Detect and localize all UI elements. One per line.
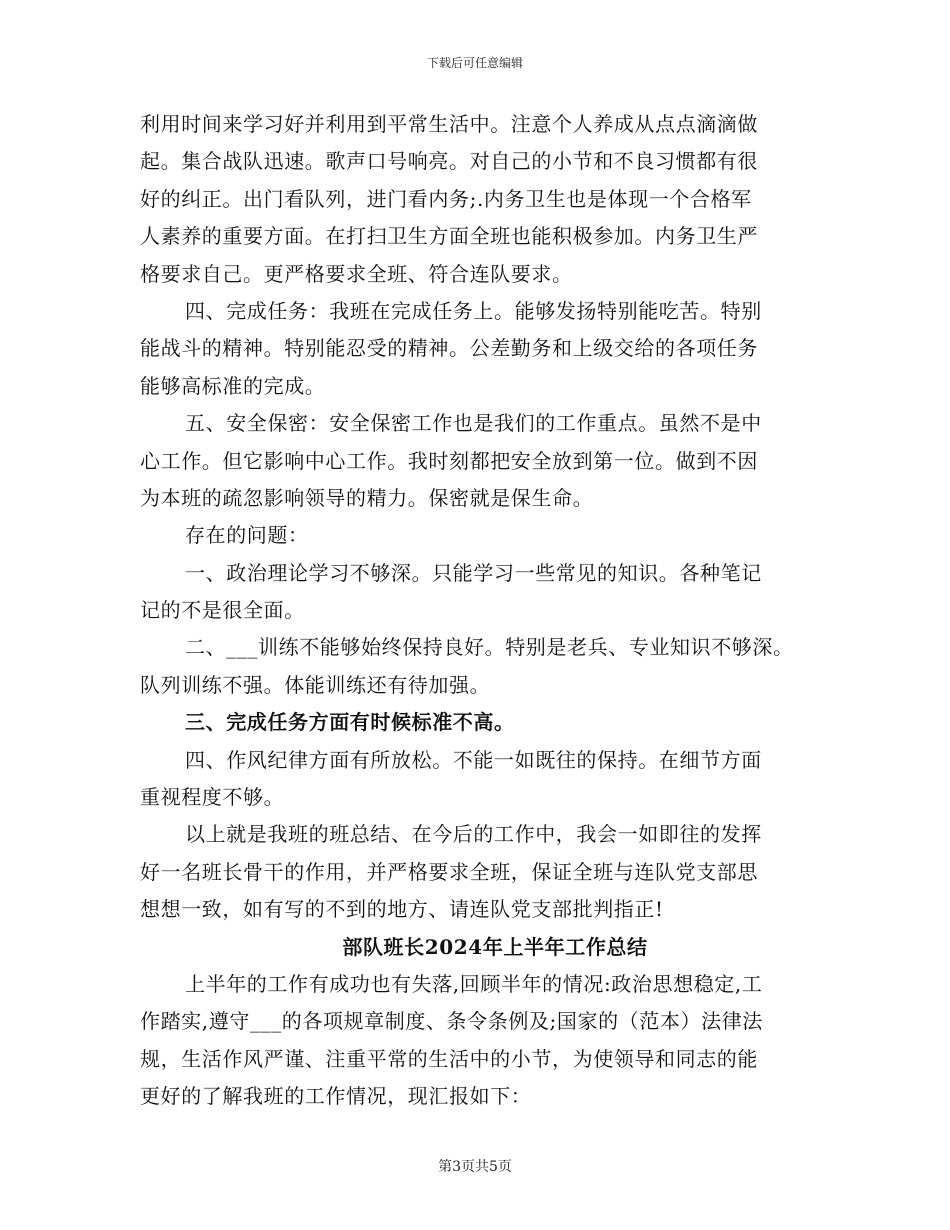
text-line: 格要求自己。更严格要求全班、符合连队要求。 [140,261,573,286]
section-heading: 存在的问题： [185,523,309,548]
text-line: 四、完成任务：我班在完成任务上。能够发扬特别能吃苦。特别 [185,298,762,323]
page-footer: 第3页共5页 [438,1159,512,1175]
text-line: 心工作。但它影响中心工作。我时刻都把安全放到第一位。做到不因 [140,448,758,473]
text-line: 作踏实,遵守___的各项规章制度、条令条例及;国家的（范本）法律法 [140,1009,763,1034]
text-line: 为本班的疏忽影响领导的精力。保密就是保生命。 [140,485,594,510]
text-line: 利用时间来学习好并利用到平常生活中。注意个人养成从点点滴滴做 [140,112,758,136]
text-line: 人素养的重要方面。在打扫卫生方面全班也能积极参加。内务卫生严 [140,224,758,249]
text-line: 想想一致，如有写的不到的地方、请连队党支部批判指正! [140,897,664,922]
text-line: 队列训练不强。体能训练还有待加强。 [140,672,491,697]
document-body [140,106,830,1116]
text-line: 记的不是很全面。 [140,598,305,623]
text-line: 五、安全保密：安全保密工作也是我们的工作重点。虽然不是中 [185,411,762,436]
text-line: 能够高标准的完成。 [140,373,326,398]
text-line: 以上就是我班的班总结、在今后的工作中，我会一如即往的发挥 [185,822,762,847]
text-line: 能战斗的精神。特别能忍受的精神。公差勤务和上级交给的各项任务 [140,336,758,361]
page-header: 下载后可任意编辑 [426,56,523,70]
text-line: 一、政治理论学习不够深。只能学习一些常见的知识。各种笔记 [185,560,762,585]
text-line: 好的纠正。出门看队列，进门看内务;.内务卫生也是体现一个合格军 [140,186,752,211]
text-line: 好一名班长骨干的作用，并严格要求全班，保证全班与连队党支部思 [140,859,758,884]
bold-text-line: 三、完成任务方面有时候标准不高。 [185,710,515,735]
text-line: 上半年的工作有成功也有失落,回顾半年的情况:政治思想稳定,工 [185,971,763,996]
text-line: 规，生活作风严谨、注重平常的生活中的小节，为使领导和同志的能 [140,1046,758,1071]
text-line: 更好的了解我班的工作情况，现汇报如下： [140,1084,532,1109]
text-line: 四、作风纪律方面有所放松。不能一如既往的保持。在细节方面 [185,747,762,772]
text-line: 二、___训练不能够始终保持良好。特别是老兵、专业知识不够深。 [185,635,794,660]
text-line: 起。集合战队迅速。歌声口号响亮。对自己的小节和不良习惯都有很 [140,149,758,174]
text-line: 重视程度不够。 [140,785,285,810]
document-title: 部队班长2024年上半年工作总结 [342,934,648,959]
